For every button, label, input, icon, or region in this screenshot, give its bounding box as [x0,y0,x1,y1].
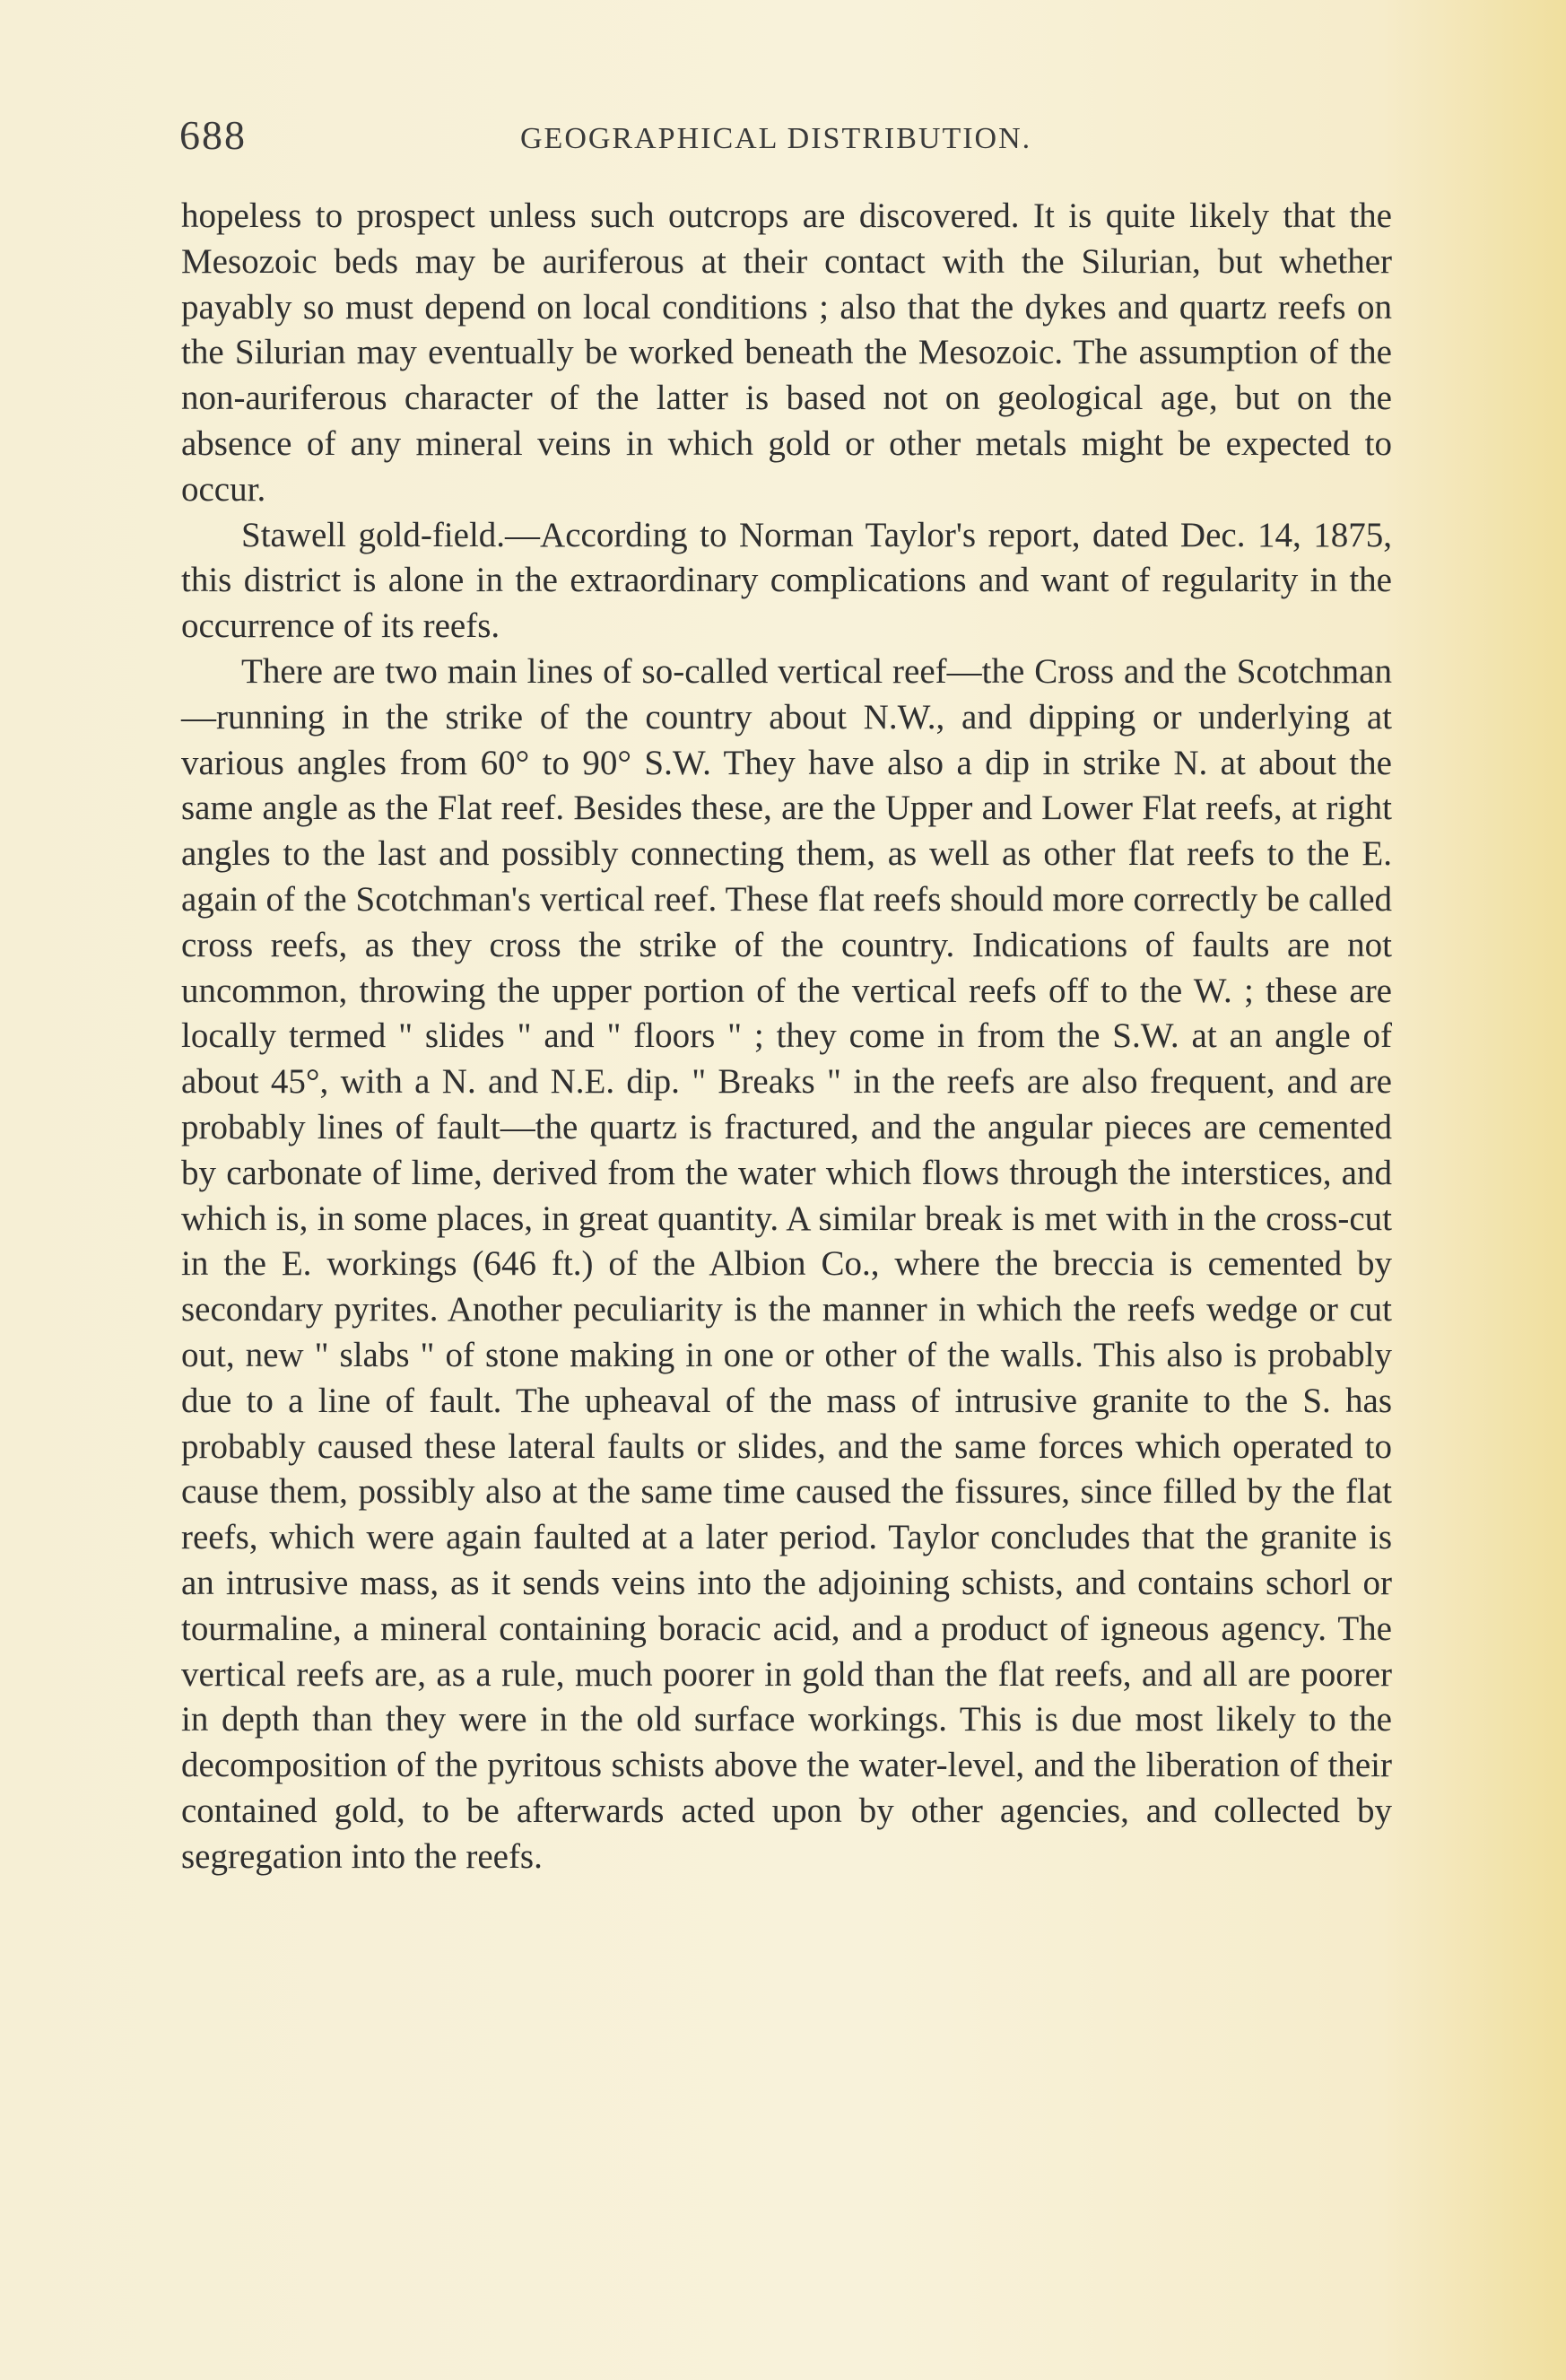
paragraph-continuation: hopeless to prospect unless such outcrops are discovered. It is quite likely that the Mesozoic beds may be auriferous at their contact with the Silurian, but whether payably so must depend on local conditions ; also that the dykes and quartz reefs on the Silurian may eventually be worked beneath the Mesozoic. The assumption of the non-auriferous character of the latter is based not on geological age, but on the absence of any mineral veins in which gold or other metals might be expected to occur. [181,196,1392,509]
body-text [181,194,1392,1879]
paragraph-stawell: Stawell gold-field.—According to Norman Taylor's report, dated Dec. 14, 1875, this district is alone in the extraordinary complications and want of regularity in the occurrence of its reefs. [181,515,1392,646]
paragraph-reefs: There are two main lines of so-called vertical reef—the Cross and the Scotchman—running in the strike of the country about N.W., and dipping or underlying at various angles from 60° to 90° S.W. They have also a dip in strike N. at about the same angle as the Flat reef. Besides these, are the Upper and Lower Flat reefs, at right angles to the last and possibly connecting them, as well as other flat reefs to the E. again of the Scotchman's vertical reef. These flat reefs should more correctly be called cross reefs, as they cross the strike of the country. Indications of faults are not uncommon, throwing the upper portion of the vertical reefs off to the W. ; these are locally termed " slides " and " floors " ; they come in from the S.W. at an angle of about 45°, with a N. and N.E. dip. " Breaks " in the reefs are also frequent, and are probably lines of fault—the quartz is fractured, and the angular pieces are cemented by carbonate of lime, derived from the water which flows through the interstices, and which is, in some places, in great quantity. A similar break is met with in the cross-cut in the E. workings (646 ft.) of the Albion Co., where the breccia is cemented by secondary pyrites. Another peculiarity is the manner in which the reefs wedge or cut out, new " slabs " of stone making in one or other of the walls. This also is probably due to a line of fault. The upheaval of the mass of intrusive granite to the S. has probably caused these lateral faults or slides, and the same forces which operated to cause them, possibly also at the same time caused the fissures, since filled by the flat reefs, which were again faulted at a later period. Taylor concludes that the granite is an intrusive mass, as it sends veins into the adjoining schists, and contains schorl or tourmaline, a mineral containing boracic acid, and a product of igneous agency. The vertical reefs are, as a rule, much poorer in gold than the flat reefs, and all are poorer in depth than they were in the old surface workings. This is due most likely to the decomposition of the pyritous schists above the water-level, and the liberation of their contained gold, to be afterwards acted upon by other agencies, and collected by segregation into the reefs. [181,651,1392,1876]
page-header [179,111,1390,165]
running-head: GEOGRAPHICAL DISTRIBUTION. [520,122,1032,155]
page-number: 688 [179,112,247,158]
